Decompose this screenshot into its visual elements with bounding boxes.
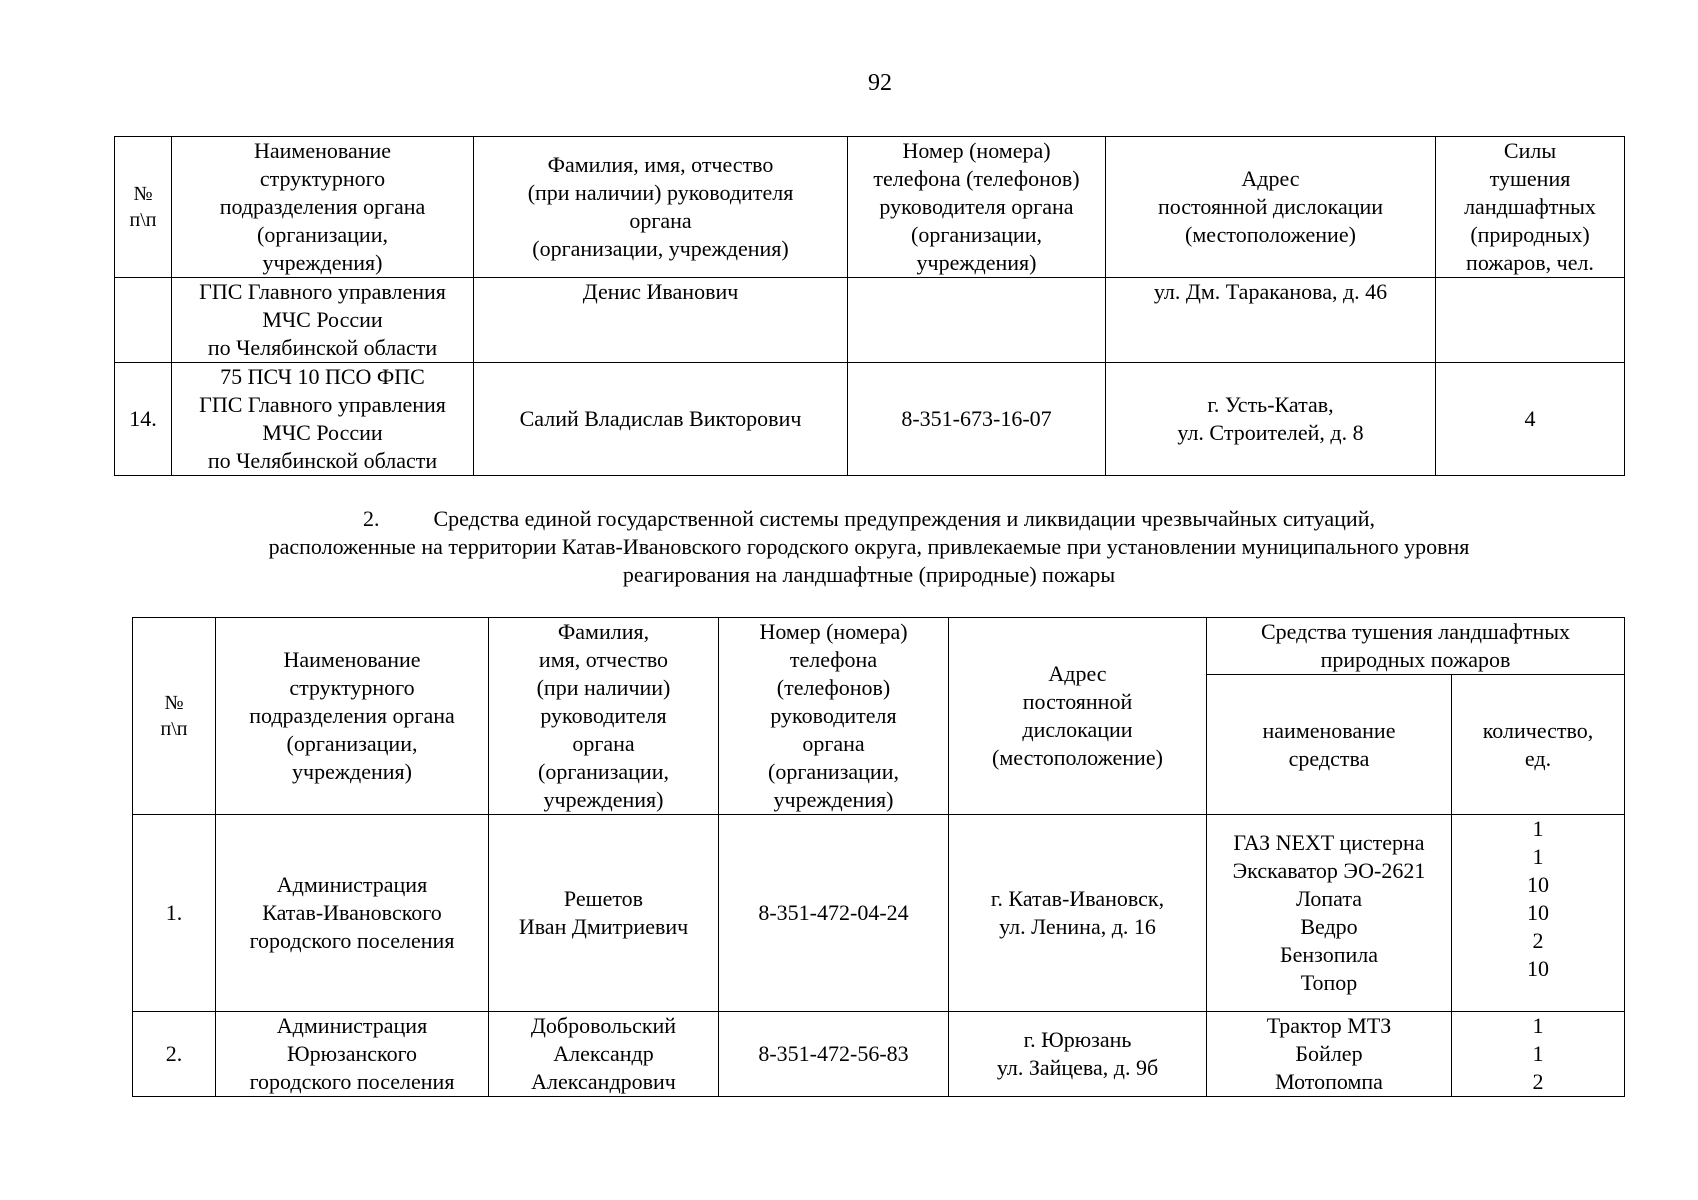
table-header-row [133,618,1625,675]
section-title [114,505,1624,589]
row-address: г. Усть-Катав, ул. Строителей, д. 8 [1106,363,1436,476]
header-address: Адрес постоянной дислокации (местоположение) [1106,137,1436,278]
header-means-group: Средства тушения ландшафтных природных пожаров [1207,618,1625,675]
header-means-qty: количество, ед. [1452,675,1625,815]
row-number: 1. [133,815,216,1012]
row-means: ГАЗ NEXT цистерна Экскаватор ЭО-2621 Лопата Ведро Бензопила Топор [1207,815,1452,1012]
section-title-text: Средства единой государственной системы предупреждения и ликвидации чрезвычайных ситуаций, расположенные на территории Катав-Ивановского городского округа, привлекаемые при установлении муниципального уровня реагирования на ландшафтные (природные) пожары [268,506,1470,587]
table-row [115,278,1625,363]
row-head: Денис Иванович [474,278,848,363]
row-phone [848,278,1106,363]
header-head: Фамилия, имя, отчество (при наличии) руководителя органа (организации, учреждения) [474,137,848,278]
row-forces [1436,278,1625,363]
row-head: Решетов Иван Дмитриевич [489,815,719,1012]
section-number: 2. [363,506,380,531]
row-unit: Администрация Катав-Ивановского городского поселения [216,815,489,1012]
row-forces: 4 [1436,363,1625,476]
table-header-row [115,137,1625,278]
header-unit: Наименование структурного подразделения органа (организации, учреждения) [172,137,474,278]
row-qty: 1 1 2 [1452,1012,1625,1097]
row-address: г. Юрюзань ул. Зайцева, д. 9б [949,1012,1207,1097]
row-unit: ГПС Главного управления МЧС России по Челябинской области [172,278,474,363]
header-address: Адрес постоянной дислокации (местоположение) [949,618,1207,815]
row-qty: 1 1 10 10 2 10 [1452,815,1625,1012]
table-means [132,617,1625,1097]
row-unit: Администрация Юрюзанского городского поселения [216,1012,489,1097]
row-address: г. Катав-Ивановск, ул. Ленина, д. 16 [949,815,1207,1012]
row-number: 14. [115,363,172,476]
row-phone: 8-351-673-16-07 [848,363,1106,476]
row-means: Трактор МТЗ Бойлер Мотопомпа [1207,1012,1452,1097]
header-phone: Номер (номера) телефона (телефонов) руководителя органа (организации, учреждения) [848,137,1106,278]
row-unit: 75 ПСЧ 10 ПСО ФПС ГПС Главного управления МЧС России по Челябинской области [172,363,474,476]
header-head: Фамилия, имя, отчество (при наличии) руководителя органа (организации, учреждения) [489,618,719,815]
table-row [115,363,1625,476]
header-number: № п\п [133,618,216,815]
row-phone: 8-351-472-56-83 [719,1012,949,1097]
row-head: Салий Владислав Викторович [474,363,848,476]
row-number [115,278,172,363]
table-row [133,1012,1625,1097]
header-means-name: наименование средства [1207,675,1452,815]
row-address: ул. Дм. Тараканова, д. 46 [1106,278,1436,363]
row-phone: 8-351-472-04-24 [719,815,949,1012]
header-unit: Наименование структурного подразделения органа (организации, учреждения) [216,618,489,815]
page-number: 92 [868,70,892,96]
table-row [133,815,1625,1012]
header-number: № п\п [115,137,172,278]
row-head: Добровольский Александр Александрович [489,1012,719,1097]
header-forces: Силы тушения ландшафтных (природных) пожаров, чел. [1436,137,1625,278]
header-phone: Номер (номера) телефона (телефонов) руководителя органа (организации, учреждения) [719,618,949,815]
table-forces [114,136,1625,476]
row-number: 2. [133,1012,216,1097]
